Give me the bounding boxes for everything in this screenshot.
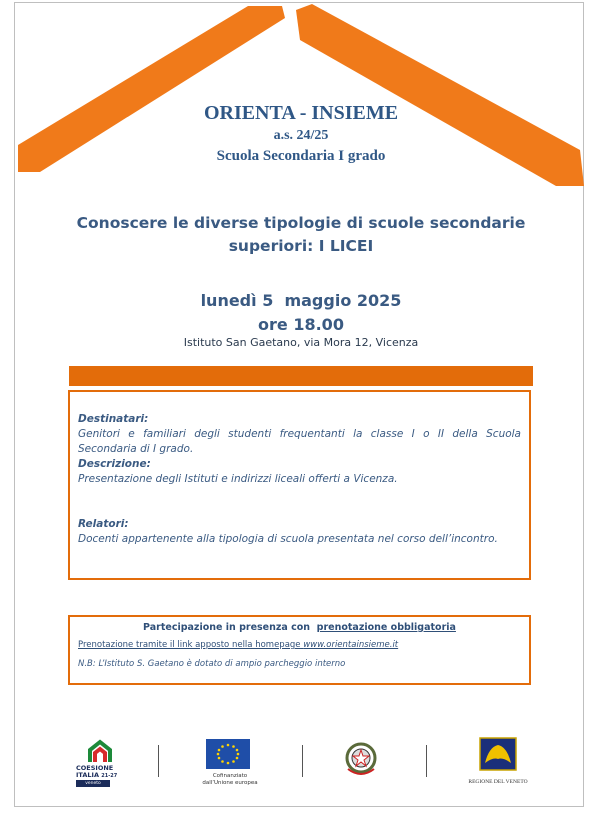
roof-graphic bbox=[0, 0, 602, 200]
relatori-label: Relatori: bbox=[78, 518, 129, 530]
header-title: ORIENTA - INSIEME bbox=[203, 102, 399, 124]
coesione-region: veneto bbox=[76, 780, 110, 787]
registration-link-text[interactable]: Prenotazione tramite il link apposto nella homepage bbox=[78, 640, 301, 650]
event-time: ore 18.00 bbox=[258, 315, 344, 334]
event-subject bbox=[0, 212, 602, 258]
coesione-line2: ITALIA bbox=[76, 771, 99, 779]
regione-veneto-lion-icon bbox=[479, 737, 517, 771]
eu-flag-icon bbox=[206, 739, 250, 769]
descrizione-text: Presentazione degli Istituti e indirizzi liceali offerti a Vicenza. bbox=[78, 473, 398, 485]
logo-strip bbox=[0, 735, 602, 795]
registration-box bbox=[68, 615, 531, 685]
coesione-years: 21-27 bbox=[101, 773, 118, 779]
coesione-text bbox=[76, 765, 124, 787]
subject-line-2: superiori: I LICEI bbox=[228, 237, 374, 255]
subject-line-1: Conoscere le diverse tipologie di scuole secondarie bbox=[76, 214, 526, 232]
details-box bbox=[68, 390, 531, 580]
logo-separator-2 bbox=[302, 745, 303, 777]
logo-separator-3 bbox=[426, 745, 427, 777]
event-venue: Istituto San Gaetano, via Mora 12, Vicenza bbox=[183, 336, 419, 349]
destinatari-text: Genitori e familiari degli studenti frequentanti la classe I o II della Scuola Secondaria di I grado. bbox=[78, 428, 521, 455]
registration-heading bbox=[78, 622, 521, 633]
descrizione-label: Descrizione: bbox=[78, 458, 151, 470]
eu-text bbox=[200, 773, 260, 787]
coesione-line1: COESIONE bbox=[76, 764, 114, 772]
coesione-italia-logo-icon bbox=[82, 738, 118, 764]
eu-line1: Cofinanziato bbox=[212, 773, 248, 779]
registration-link-line[interactable] bbox=[78, 640, 521, 650]
registration-link-url[interactable]: www.orientainsieme.it bbox=[303, 640, 399, 650]
parking-note: N.B: L’Istituto S. Gaetano è dotato di ampio parcheggio interno bbox=[78, 659, 346, 669]
registration-heading-emphasis: prenotazione obbligatoria bbox=[316, 622, 456, 633]
header-school-level: Scuola Secondaria I grado bbox=[216, 148, 386, 164]
regione-veneto-text: REGIONE DEL VENETO bbox=[468, 779, 528, 785]
event-datetime bbox=[0, 289, 602, 337]
logo-separator-1 bbox=[158, 745, 159, 777]
event-date: lunedì 5 maggio 2025 bbox=[200, 291, 402, 310]
orange-divider-bar bbox=[69, 366, 533, 386]
registration-heading-prefix: Partecipazione in presenza con bbox=[143, 622, 311, 633]
header-year: a.s. 24/25 bbox=[273, 128, 329, 143]
italian-republic-emblem-icon bbox=[342, 739, 380, 779]
eu-line2: dall’Unione europea bbox=[202, 780, 258, 786]
destinatari-label: Destinatari: bbox=[78, 413, 149, 425]
relatori-text: Docenti appartenente alla tipologia di scuola presentata nel corso dell’incontro. bbox=[78, 533, 498, 545]
